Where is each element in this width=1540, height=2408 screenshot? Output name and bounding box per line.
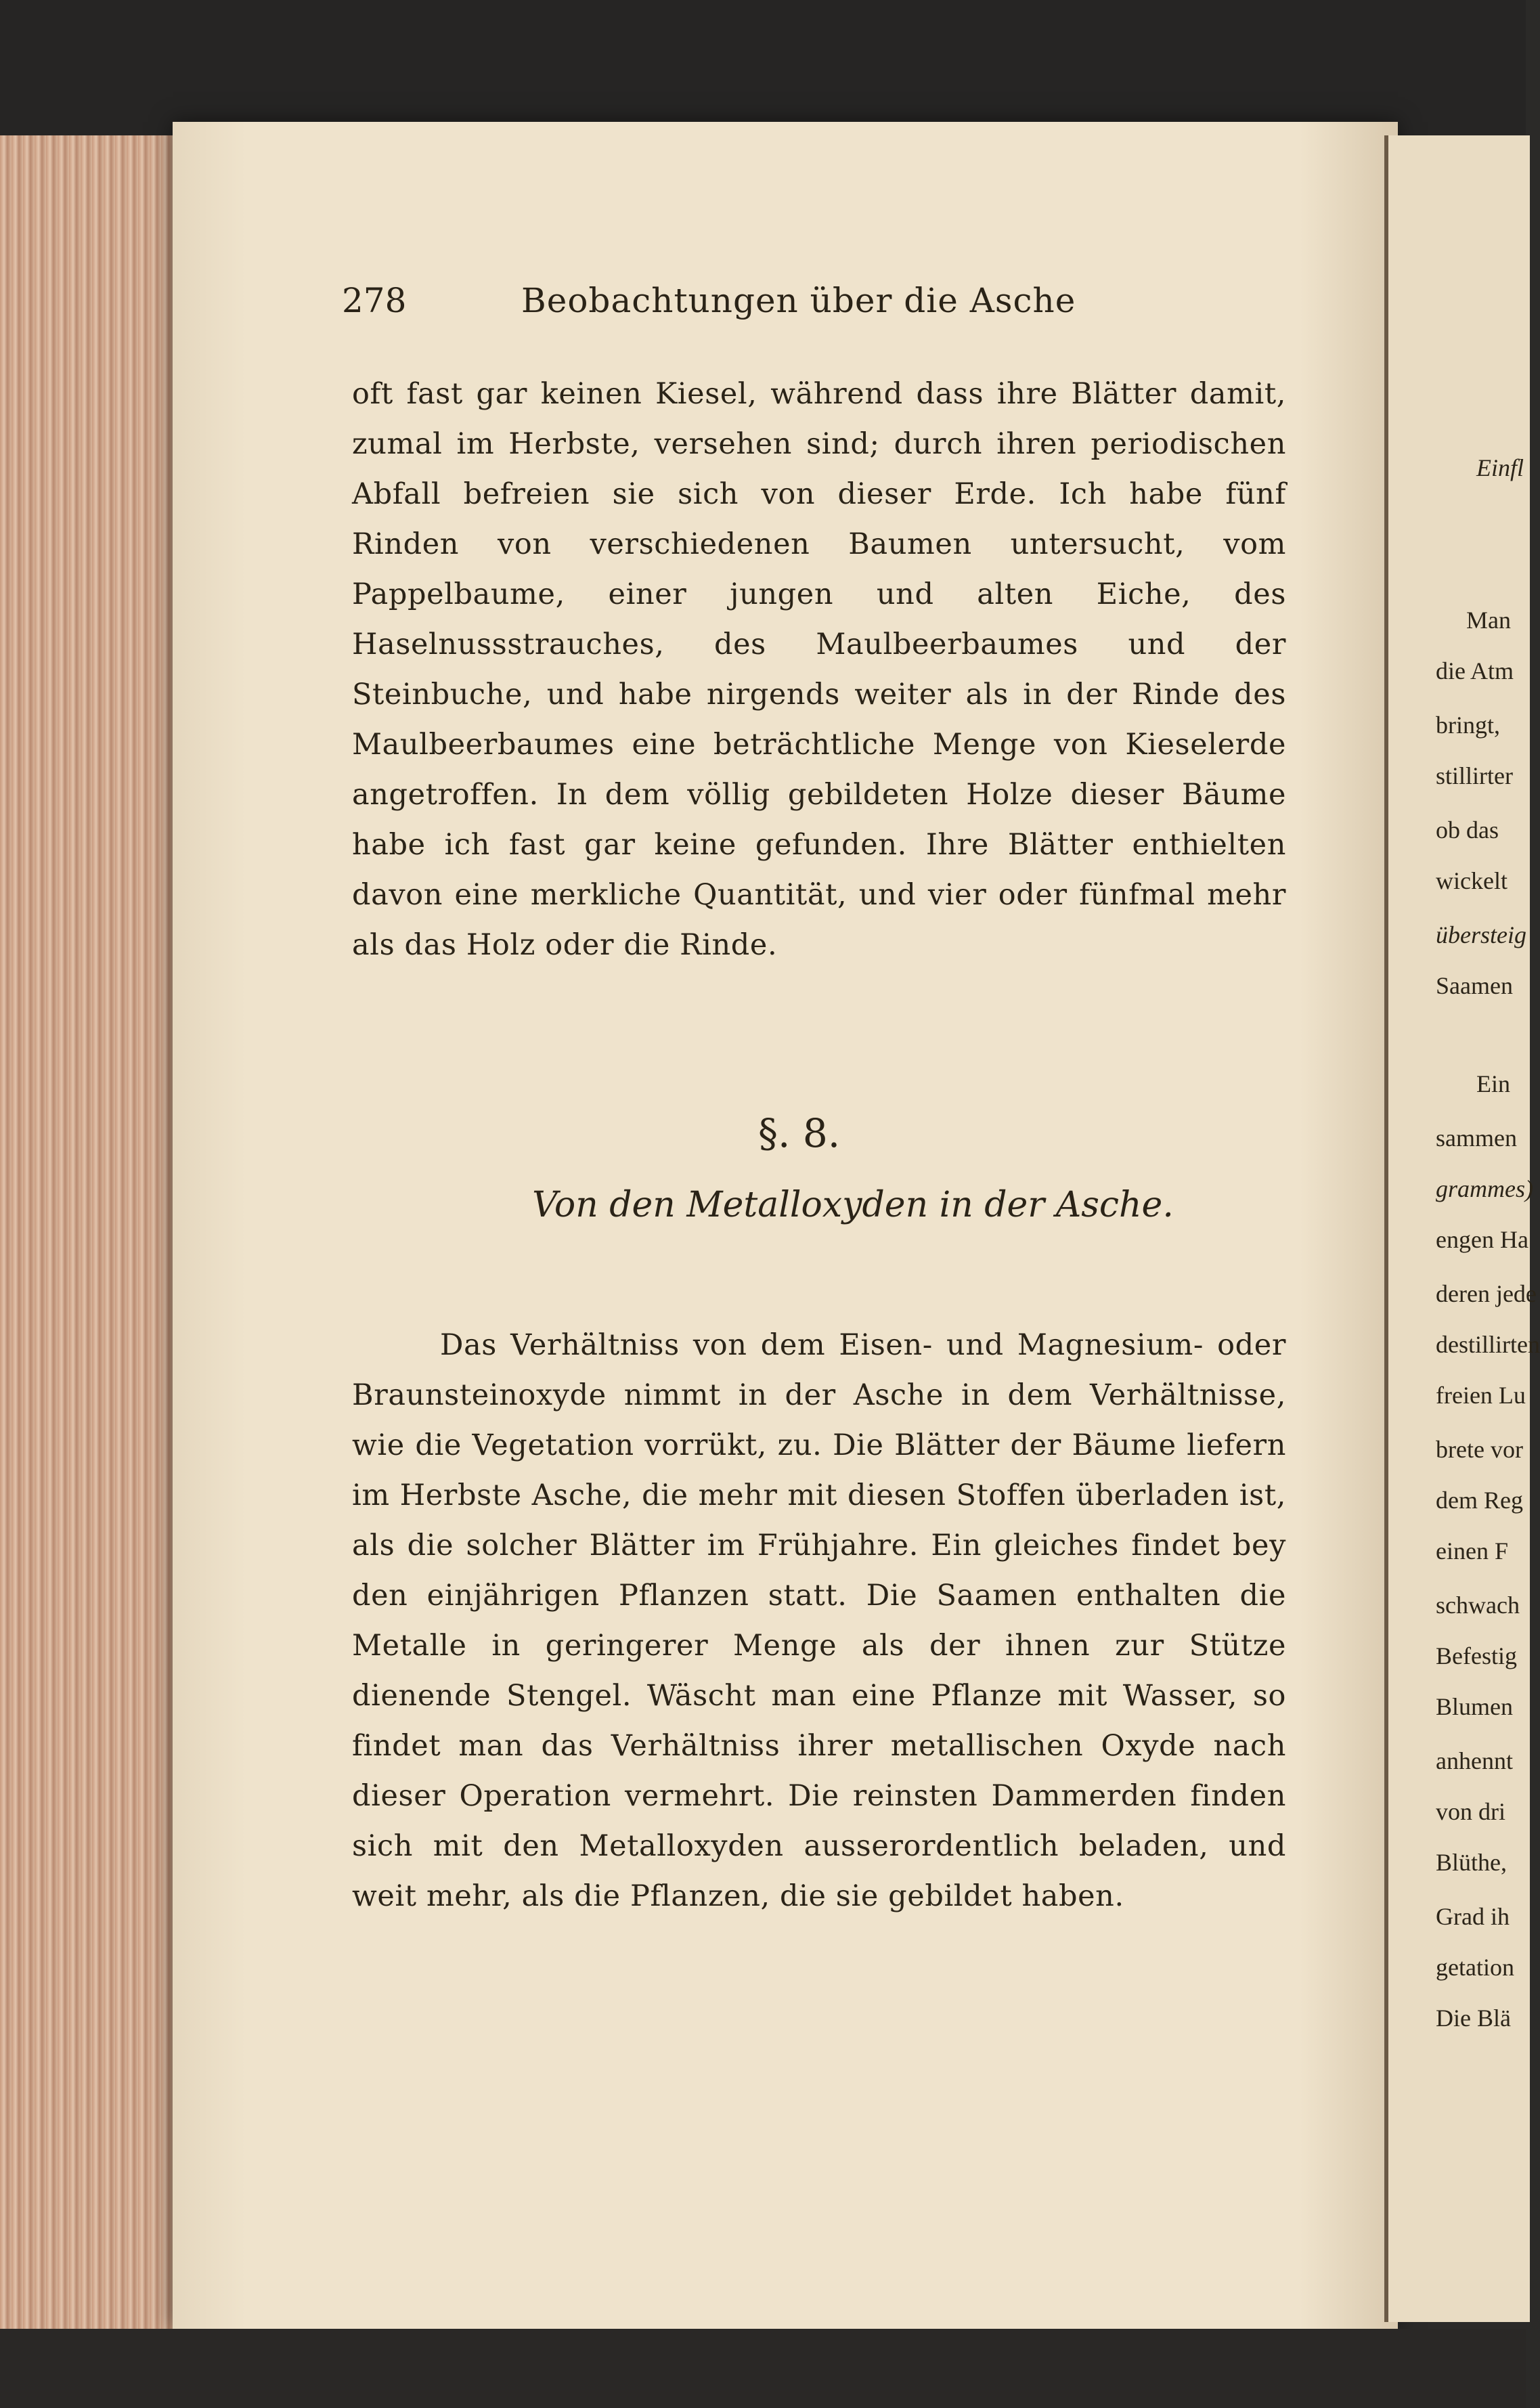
facing-fragment: Blüthe, xyxy=(1436,1849,1507,1876)
facing-fragment: Befestig xyxy=(1436,1642,1517,1669)
scan-background-top xyxy=(0,0,1526,135)
running-title: Beobachtungen über die Asche xyxy=(521,281,1076,320)
paragraph-2: Das Verhältniss von dem Eisen- und Magnesium- oder Braunsteinoxyde nimmt in der Asche in dem Verhältnisse, wie die Vegetation vorrükt, zu. Die Blätter der Bäume liefern im Herbste Asche, die mehr mit diesen Stoffen überladen ist, als die solcher Blätter im Frühjahre. Ein gleiches findet bey den einjährigen Pflanzen statt. Die Saamen enthalten die Metalle in geringerer Menge als der ihnen zur Stütze dienende Stengel. Wäscht man eine Pflanze mit Wasser, so findet man das Verhältniss ihrer metallischen Oxyde nach dieser Operation vermehrt. Die reinsten Dammerden finden sich mit den Metalloxyden ausserordentlich beladen, und weit mehr, als die Pflanzen, die sie gebildet haben. xyxy=(352,1328,1286,1913)
facing-fragment: Die Blä xyxy=(1436,2005,1511,2032)
facing-fragment: Blumen xyxy=(1436,1693,1513,1720)
facing-page xyxy=(1384,135,1540,2322)
facing-fragment: Ein xyxy=(1476,1070,1510,1097)
facing-fragment: engen Ha xyxy=(1436,1226,1528,1253)
paragraph-1: oft fast gar keinen Kiesel, während dass ihre Blätter damit, zumal im Herbste, versehen sind; durch ihren periodischen Abfall befreien sie sich von dieser Erde. Ich habe fünf Rinden von verschiedenen Baumen untersucht, vom Pappelbaume, einer jungen und alten Eiche, des Haselnussstrauches, des Maulbeerbaumes und der Steinbuche, und habe nirgends weiter als in der Rinde des Maulbeerbaumes eine beträchtliche Menge von Kieselerde angetroffen. In dem völlig gebildeten Holze dieser Bäume habe ich fast gar keine gefunden. Ihre Blätter enthielten davon eine merkliche Quantität, und vier oder fünfmal mehr als das Holz oder die Rinde. xyxy=(352,377,1286,962)
facing-fragment: schwach xyxy=(1436,1592,1520,1619)
facing-fragment: einen F xyxy=(1436,1537,1508,1564)
facing-fragment: ob das xyxy=(1436,816,1499,844)
facing-fragment: die Atm xyxy=(1436,657,1514,684)
scan-background-bottom xyxy=(0,2329,1526,2408)
facing-fragment: Saamen xyxy=(1436,972,1513,999)
facing-fragment: bringt, xyxy=(1436,712,1500,739)
facing-fragment: Grad ih xyxy=(1436,1903,1510,1930)
facing-fragment: getation xyxy=(1436,1954,1514,1981)
facing-fragment: sammen xyxy=(1436,1124,1517,1152)
section-number: §. 8. xyxy=(758,1110,841,1156)
facing-fragment: Einfl xyxy=(1476,454,1524,481)
facing-fragment: grammes) xyxy=(1436,1175,1533,1202)
facing-fragment: von dri xyxy=(1436,1798,1505,1825)
facing-fragment: freien Lu xyxy=(1436,1382,1526,1409)
facing-fragment: destillirten xyxy=(1436,1331,1540,1358)
facing-fragment: anhennt xyxy=(1436,1747,1513,1774)
section-title: Von den Metalloxyden in der Asche. xyxy=(532,1185,1174,1225)
facing-fragment: deren jede xyxy=(1436,1280,1537,1307)
facing-fragment: wickelt xyxy=(1436,867,1508,894)
facing-fragment: dem Reg xyxy=(1436,1487,1523,1514)
facing-fragment: stillirter xyxy=(1436,762,1513,789)
facing-fragment: Man xyxy=(1466,607,1511,634)
facing-fragment: brete vor xyxy=(1436,1436,1523,1463)
book-page-edges xyxy=(0,135,183,2336)
page-number: 278 xyxy=(342,281,407,320)
facing-fragment: übersteig xyxy=(1436,921,1526,948)
page-header xyxy=(332,281,1279,342)
